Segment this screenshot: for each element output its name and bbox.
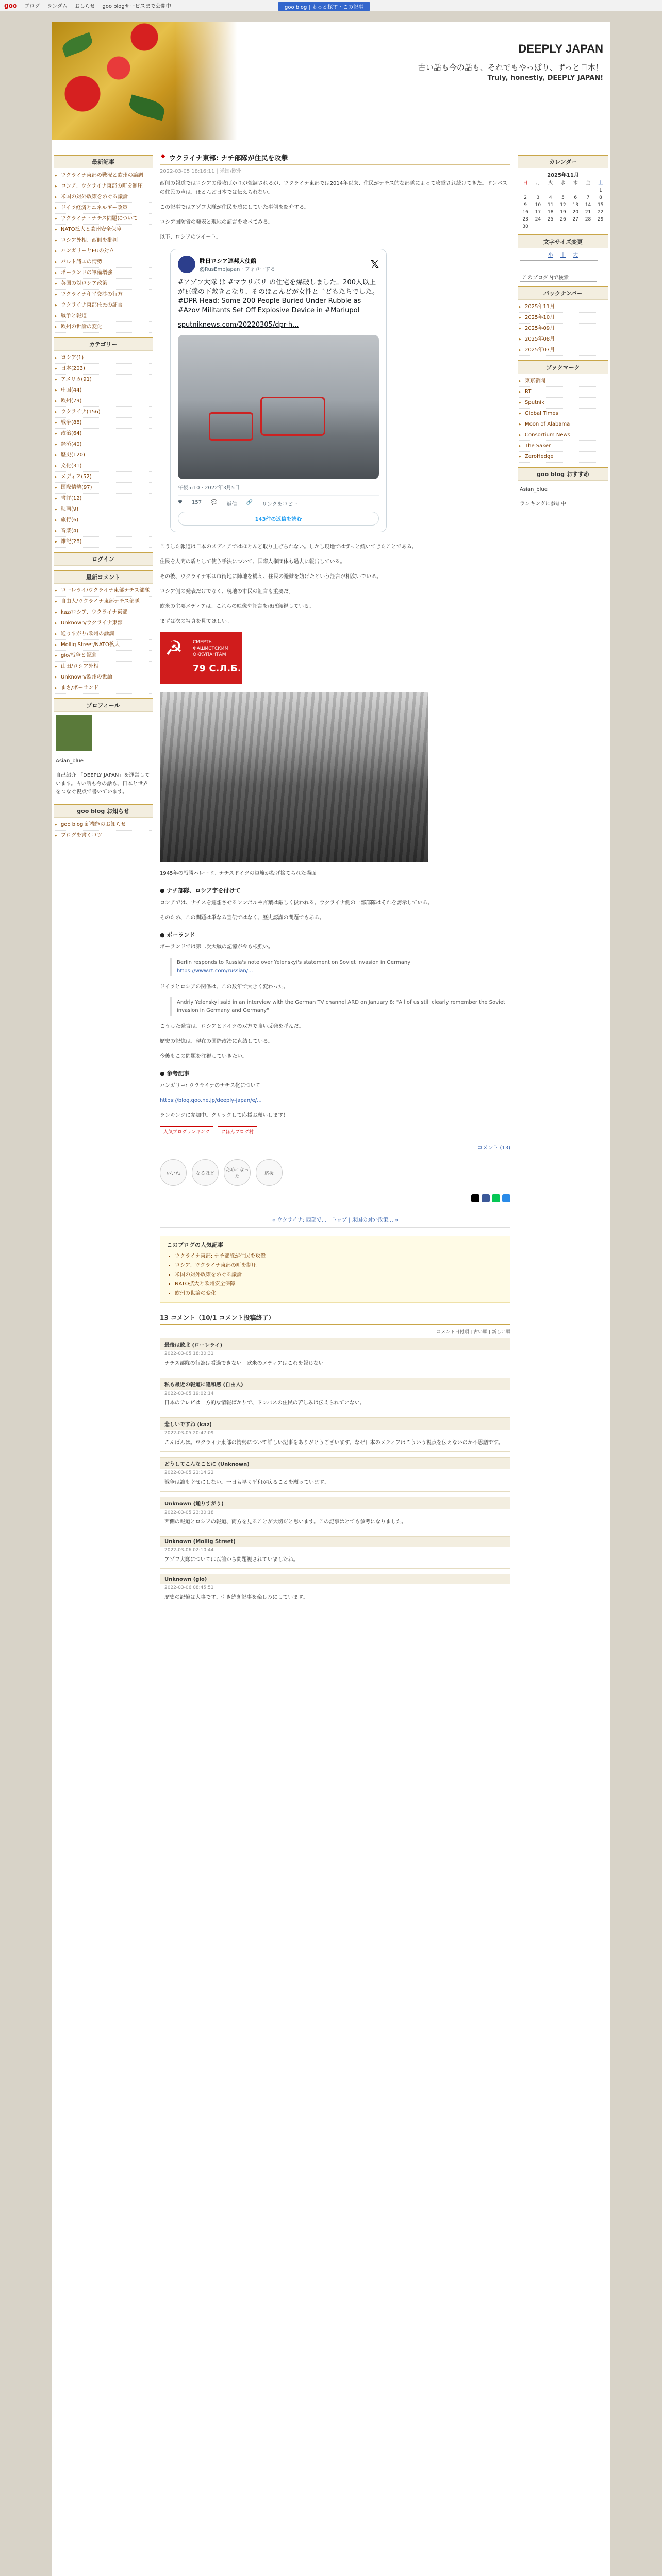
- calendar-day: 25: [547, 217, 554, 222]
- related-item[interactable]: • ロシア、ウクライナ東部の町を制圧: [175, 1261, 504, 1270]
- profile-heading: プロフィール: [54, 698, 153, 712]
- entry-paragraph: ロシア国防省の発表と現地の証言を並べてみる。: [160, 219, 273, 225]
- tweet-photo[interactable]: [178, 335, 379, 479]
- search-scope-select[interactable]: このブログ内で検索: [520, 273, 597, 282]
- profile-text: 自己紹介 「DEEPLY JAPAN」を運営しています。古い話も今の話も、日本と世界をつなぐ視点で書いています。: [56, 773, 150, 795]
- bookmark-item[interactable]: ▸ Global Times: [519, 409, 607, 419]
- bookmark-item[interactable]: ▸ Moon of Alabama: [519, 419, 607, 430]
- entry-paragraph: その後、ウクライナ軍は市街地に陣地を構え、住民の避難を妨げたという証言が相次いでいる。: [160, 574, 382, 580]
- ranking-text: ランキングに参加中。クリックして応援お願いします！: [160, 1113, 289, 1118]
- calendar-day: 8: [599, 195, 602, 200]
- entry-title[interactable]: ◆ ウクライナ東部: ナチ部隊が住民を攻撃: [160, 150, 510, 165]
- comment-title: 私も最近の報道に違和感 (自由人): [160, 1378, 510, 1390]
- category-item[interactable]: ▸ 書評(12): [55, 494, 152, 504]
- comment-count-link[interactable]: コメント (13): [477, 1145, 510, 1151]
- calendar-weekday: 土: [598, 181, 603, 186]
- calendar-day: 5: [561, 195, 565, 200]
- entry-paragraph: こうした報道は日本のメディアではほとんど取り上げられない。しかし現地ではずっと続いてきたことである。: [160, 544, 417, 550]
- recent-entries-list: [52, 171, 155, 333]
- goo-news-heading: goo blog お知らせ: [54, 804, 153, 818]
- tweet-copy-link[interactable]: リンクをコピー: [261, 502, 298, 507]
- topbar-link-news[interactable]: おしらせ: [74, 4, 95, 9]
- category-item[interactable]: ▸ 国際情勢(97): [55, 483, 152, 494]
- entry-paragraph: 住民を人間の盾として使う手法について、国際人権団体も過去に報告している。: [160, 559, 345, 565]
- comment-title: 最後は敗北 (ローレライ): [160, 1338, 510, 1350]
- backnumber-item[interactable]: ▸ 2025年07月: [519, 345, 607, 356]
- calendar-day: [532, 187, 544, 194]
- bookmark-item[interactable]: ▸ Sputnik: [519, 398, 607, 409]
- comments-heading: 13 コメント（10/1 コメント投稿終了）: [160, 1311, 510, 1325]
- wreck-marker: [209, 412, 253, 441]
- right-sidebar: [516, 150, 610, 512]
- tweet-author-name[interactable]: 駐日ロシア連邦大使館: [200, 257, 256, 264]
- tweet-read-replies-button[interactable]: 143件の返信を読む: [178, 512, 379, 526]
- hatena-share-icon[interactable]: [502, 1194, 510, 1202]
- category-item[interactable]: ▸ 日本(203): [55, 364, 152, 375]
- calendar-day: [569, 223, 582, 230]
- calendar-day: 2: [524, 195, 527, 200]
- entry-paragraph: ドイツとロシアの関係は、この数年で大きく変わった。: [160, 984, 289, 990]
- hammer-sickle-icon: ☭: [165, 637, 183, 659]
- bookmark-list: [516, 376, 610, 463]
- latest-comment[interactable]: ▸ 山田/ロシア外相: [55, 662, 152, 672]
- comment-body: ナチス部隊の行為は看過できない。欧米のメディアはこれを報じない。: [164, 1361, 329, 1366]
- comment-date: 2022-03-05 21:14:22: [164, 1470, 214, 1476]
- left-sidebar: [52, 150, 155, 841]
- bookmark-item[interactable]: ▸ ZeroHedge: [519, 452, 607, 463]
- follow-heading: goo blog おすすめ: [518, 467, 608, 481]
- recent-entry[interactable]: ▸ NATO拡大と欧州安全保障: [55, 225, 152, 235]
- poster-number: 79 С.Л.Б.: [193, 663, 241, 674]
- facebook-share-icon[interactable]: [482, 1194, 490, 1202]
- calendar-day: [544, 223, 557, 230]
- like-icon[interactable]: ♥: [178, 500, 183, 505]
- recent-entry[interactable]: ▸ ウクライナ東部住民の証言: [55, 300, 152, 311]
- calendar-day: [557, 187, 569, 194]
- leaf-decoration: [127, 95, 167, 121]
- comment: [160, 1338, 510, 1372]
- bookmark-item[interactable]: ▸ 東京新聞: [519, 376, 607, 387]
- entry-navigation[interactable]: « ウクライナ: 西部で… | トップ | 米国の対外政策… »: [160, 1211, 510, 1228]
- latest-comment[interactable]: ▸ Unknown/ウクライナ東部: [55, 618, 152, 629]
- category-item[interactable]: ▸ メディア(52): [55, 472, 152, 483]
- bookmark-item[interactable]: ▸ Consortium News: [519, 430, 607, 441]
- category-list: [52, 353, 155, 548]
- x-logo-icon[interactable]: 𝕏: [370, 258, 379, 270]
- parade-photo[interactable]: [160, 692, 428, 862]
- reply-icon[interactable]: 💬: [211, 500, 218, 505]
- tweet-likes[interactable]: 157: [191, 500, 202, 505]
- goo-logo[interactable]: goo: [4, 2, 18, 9]
- entry-paragraph: そのため、この問題は単なる宣伝ではなく、歴史認識の問題でもある。: [160, 915, 325, 921]
- calendar-day: 24: [535, 217, 541, 222]
- recent-entry[interactable]: ▸ 英国の対ロシア政策: [55, 279, 152, 290]
- category-item[interactable]: ▸ 中国(44): [55, 385, 152, 396]
- category-item[interactable]: ▸ 経済(40): [55, 439, 152, 450]
- page-wrapper: [52, 22, 610, 2576]
- category-item[interactable]: ▸ 雑記(28): [55, 537, 152, 548]
- calendar-day: [582, 187, 594, 194]
- calendar: [519, 171, 607, 230]
- quote-block: [170, 958, 510, 976]
- quote-link[interactable]: https://www.rt.com/russian/...: [177, 968, 253, 974]
- section-heading: ● ポーランド: [160, 931, 195, 938]
- entry-date: 2022-03-05 18:16:11 | 米国/欧州: [160, 168, 242, 174]
- tweet-link[interactable]: sputniknews.com/20220305/dpr-h...: [178, 321, 299, 329]
- comment: [160, 1417, 510, 1452]
- wreck-marker: [260, 397, 325, 436]
- category-item[interactable]: ▸ 映画(9): [55, 504, 152, 515]
- recent-entry[interactable]: ▸ ウクライナ東部の戦況と欧州の論調: [55, 171, 152, 181]
- category-item[interactable]: ▸ アメリカ(91): [55, 375, 152, 385]
- calendar-day: 14: [585, 202, 591, 208]
- category-item[interactable]: ▸ ロシア(1): [55, 353, 152, 364]
- calendar-weekday: 水: [560, 181, 566, 186]
- reaction-button[interactable]: いいね: [160, 1159, 187, 1186]
- latest-comment[interactable]: ▸ Mollig Street/NATO拡大: [55, 640, 152, 651]
- calendar-day: 22: [598, 210, 604, 215]
- latest-comments-heading: 最新コメント: [54, 570, 153, 584]
- latest-comment[interactable]: ▸ 自由人/ウクライナ東部ナチス部隊: [55, 597, 152, 607]
- related-item[interactable]: • 欧州の世論の変化: [175, 1289, 504, 1298]
- follow-name[interactable]: Asian_blue: [520, 487, 548, 493]
- tweet-actions: [178, 495, 379, 507]
- entry-paragraph: ロシア側の発表だけでなく、現地の市民の証言も重要だ。: [160, 589, 294, 595]
- latest-comments-list: [52, 586, 155, 694]
- quote-block: Andriy Yelenskyi said in an interview with the German TV channel ARD on January 8: "All of us still clearly remember the Soviet invasion in Germany and Germany": [170, 997, 510, 1016]
- goo-news-list: [52, 820, 155, 841]
- calendar-day: 20: [572, 210, 578, 215]
- calendar-day: 4: [549, 195, 552, 200]
- line-share-icon[interactable]: [492, 1194, 500, 1202]
- backnumber-item[interactable]: ▸ 2025年09月: [519, 324, 607, 334]
- quote-text: Berlin responds to Russia's note over Yelenskyi's statement on Soviet invasion in Germany: [177, 960, 411, 965]
- topbar-link-random[interactable]: ランダム: [47, 4, 68, 9]
- top-utility-bar: [0, 0, 662, 11]
- calendar-day: 11: [547, 202, 554, 208]
- latest-comment[interactable]: ▸ Unknown/欧州の世論: [55, 672, 152, 683]
- entry-paragraph: ポーランドでは第二次大戦の記憶が今も根強い。: [160, 944, 273, 950]
- backnumber-list: [516, 302, 610, 356]
- topbar-link-blog[interactable]: ブログ: [24, 4, 40, 9]
- recent-entry[interactable]: ▸ 戦争と報道: [55, 311, 152, 322]
- entry-paragraph: ロシアでは、ナチスを連想させるシンボルや言葉は厳しく扱われる。ウクライナ側の一部部隊はそれを誇示している。: [160, 900, 433, 906]
- font-size-heading: 文字サイズ変更: [518, 234, 608, 248]
- login-heading[interactable]: ログイン: [54, 552, 153, 566]
- calendar-day: 15: [598, 202, 604, 208]
- leaf-decoration: [60, 32, 95, 58]
- category-item[interactable]: ▸ 音楽(4): [55, 526, 152, 537]
- calendar-day: [594, 223, 607, 230]
- comment-date: 2022-03-06 08:45:51: [164, 1585, 214, 1590]
- calendar-day: 26: [560, 217, 566, 222]
- calendar-day: 12: [560, 202, 566, 208]
- topbar-tagline[interactable]: goo blogサービスまで公開中: [102, 4, 171, 9]
- goo-news-item[interactable]: ▸ goo blog 新機能のお知らせ: [55, 820, 152, 831]
- search-input[interactable]: [520, 260, 598, 270]
- calendar-day: 21: [585, 210, 591, 215]
- poster-text: СМЕРТЬ ФАШИСТСКИМ ОККУПАНТАМ: [193, 640, 229, 657]
- reaction-button[interactable]: 応援: [256, 1159, 283, 1186]
- goo-news-item[interactable]: ▸ ブログを書くコツ: [55, 831, 152, 841]
- related-list: [167, 1252, 504, 1298]
- calendar-day: 29: [598, 217, 604, 222]
- tweet-reply[interactable]: 返信: [226, 502, 237, 507]
- calendar-day: 19: [560, 210, 566, 215]
- recent-entries-heading: 最新記事: [54, 155, 153, 168]
- calendar-day: 13: [572, 202, 578, 208]
- x-share-icon[interactable]: [471, 1194, 479, 1202]
- bookmark-heading: ブックマーク: [518, 360, 608, 374]
- related-box: [160, 1236, 510, 1303]
- calendar-day: [582, 223, 594, 230]
- calendar-day: 7: [586, 195, 590, 200]
- category-item[interactable]: ▸ 歴史(120): [55, 450, 152, 461]
- section-heading: ● 参考記事: [160, 1070, 190, 1077]
- calendar-day: [557, 223, 569, 230]
- backnumber-item[interactable]: ▸ 2025年10月: [519, 313, 607, 324]
- comment-body: 日本のテレビは一方的な情報ばかりで、ドンバスの住民の苦しみは伝えられていない。: [164, 1400, 365, 1406]
- entry-paragraph: 以下、ロシアのツイート。: [160, 234, 221, 240]
- comment: [160, 1497, 510, 1531]
- header-art: [52, 22, 237, 140]
- category-item[interactable]: ▸ 旅行(6): [55, 515, 152, 526]
- reference-text: ハンガリー: ウクライナのナチス化について: [160, 1083, 261, 1089]
- calendar-weekday: 日: [523, 181, 528, 186]
- comment: [160, 1378, 510, 1412]
- comment-date: 2022-03-05 19:02:14: [164, 1391, 214, 1396]
- calendar-day: 1: [599, 188, 602, 193]
- calendar-day: 30: [522, 224, 528, 229]
- latest-comment[interactable]: ▸ kaz/ロシア、ウクライナ東部: [55, 607, 152, 618]
- blog-description: 古い話も今の話も、それでもやっぱり、ずっと日本！: [418, 63, 603, 72]
- font-size-large[interactable]: 大: [573, 252, 578, 258]
- calendar-month: 2025年11月: [547, 173, 579, 178]
- font-size-controls: [516, 250, 610, 258]
- comment-body: アゾフ大隊については以前から問題視されていましたね。: [164, 1557, 299, 1563]
- related-item[interactable]: • ウクライナ東部: ナチ部隊が住民を攻撃: [175, 1252, 504, 1261]
- comment-body: 西側の報道とロシアの報道、両方を見ることが大切だと思います。この記事はとても参考になりました。: [164, 1519, 407, 1525]
- category-item[interactable]: ▸ ウクライナ(156): [55, 407, 152, 418]
- recent-entry[interactable]: ▸ 米国の対外政策をめぐる議論: [55, 192, 152, 203]
- section-heading: ● ナチ部隊、ロシア字を付けて: [160, 887, 241, 894]
- tweet-avatar[interactable]: [178, 256, 195, 273]
- recent-entry[interactable]: ▸ ウクライナ和平交渉の行方: [55, 290, 152, 300]
- related-heading: このブログの人気記事: [167, 1242, 223, 1248]
- calendar-day: 28: [585, 217, 591, 222]
- reaction-buttons: [160, 1159, 510, 1186]
- tweet-text: #アゾフ大隊 は #マウリポリ の住宅を爆破しました。200人以上が瓦礫の下敷きとなり、そのほとんどが女性と子どもたちでした。 #DPR Head: Some 200 People Buried Under Rubble as #Azov Militants Set Off Explosive Device in #Mariupol: [178, 279, 379, 314]
- blog-title[interactable]: DEEPLY JAPAN: [518, 42, 603, 55]
- blog-header: [52, 22, 610, 140]
- recent-entry[interactable]: ▸ ウクライナ・ナチス問題について: [55, 214, 152, 225]
- recent-entry[interactable]: ▸ ポーランドの軍備増強: [55, 268, 152, 279]
- recent-entry[interactable]: ▸ 欧州の世論の変化: [55, 322, 152, 333]
- entry-paragraph: 歴史の記憶は、現在の国際政治に直結している。: [160, 1039, 273, 1044]
- calendar-weekday: 月: [535, 181, 540, 186]
- comment-date: 2022-03-05 18:30:31: [164, 1351, 214, 1357]
- comment-date: 2022-03-06 02:10:44: [164, 1548, 214, 1553]
- category-item[interactable]: ▸ 文化(31): [55, 461, 152, 472]
- ranking-badge[interactable]: 人気ブログランキング: [160, 1126, 213, 1137]
- topbar-pill[interactable]: goo blog | もっと探す・この記事: [278, 2, 370, 11]
- comment: [160, 1574, 510, 1606]
- calendar-day: 10: [535, 202, 541, 208]
- reference-link[interactable]: https://blog.goo.ne.jp/deeply-japan/e/...: [160, 1098, 262, 1104]
- calendar-day: 6: [574, 195, 577, 200]
- bookmark-item[interactable]: ▸ RT: [519, 387, 607, 398]
- tweet-author-handle[interactable]: @RusEmbJapan · フォローする: [200, 266, 275, 273]
- calendar-weekday: 金: [586, 181, 591, 186]
- entry-paragraph: この記事ではアゾフ大隊が住民を盾にしていた事例を紹介する。: [160, 205, 309, 210]
- comment-date: 2022-03-05 23:30:18: [164, 1510, 214, 1515]
- ranking-badges: [160, 1126, 510, 1137]
- comment-body: こんばんは。ウクライナ東部の情勢について詳しい記事をありがとうございます。なぜ日本のメディアはこういう視点を伝えないのか不思議です。: [164, 1440, 504, 1446]
- comment-title: Unknown (通りすがり): [160, 1497, 510, 1509]
- entry-paragraph: 欧米の主要メディアは、これらの映像や証言をほぼ無視している。: [160, 604, 315, 609]
- latest-comment[interactable]: ▸ 通りすがり/欧州の論調: [55, 629, 152, 640]
- category-item[interactable]: ▸ 政治(64): [55, 429, 152, 439]
- calendar-day: [569, 187, 582, 194]
- main-content: [160, 150, 510, 1612]
- backnumber-item[interactable]: ▸ 2025年08月: [519, 334, 607, 345]
- profile-avatar[interactable]: [56, 715, 92, 751]
- calendar-day: [519, 187, 532, 194]
- tweet-meta[interactable]: 午後5:10 · 2022年3月5日: [178, 485, 240, 491]
- entry-paragraph: まずは次の写真を見てほしい。: [160, 619, 232, 624]
- recent-entry[interactable]: ▸ ロシア外相、西側を批判: [55, 235, 152, 246]
- recent-entry[interactable]: ▸ ロシア、ウクライナ東部の町を制圧: [55, 181, 152, 192]
- calendar-day: 27: [572, 217, 578, 222]
- calendar-day: 16: [522, 210, 528, 215]
- ranking-badge[interactable]: にほんブログ村: [218, 1126, 257, 1137]
- calendar-weekday: 木: [573, 181, 578, 186]
- comments-sort[interactable]: コメント日付順 | 古い順 | 新しい順: [436, 1330, 510, 1335]
- related-item[interactable]: • 米国の対外政策をめぐる議論: [175, 1270, 504, 1280]
- calendar-day: 17: [535, 210, 541, 215]
- backnumber-heading: バックナンバー: [518, 286, 608, 300]
- calendar-weekday: 火: [548, 181, 553, 186]
- latest-comment[interactable]: ▸ まさ/ポーランド: [55, 683, 152, 694]
- recent-entry[interactable]: ▸ ハンガリーとEUの対立: [55, 246, 152, 257]
- calendar-day: 9: [524, 202, 527, 208]
- photo-caption: 1945年の戦勝パレード。ナチスドイツの軍旗が投げ捨てられた場面。: [160, 871, 322, 876]
- blog-subdescription: Truly, honestly, DEEPLY JAPAN!: [487, 74, 603, 82]
- calendar-day: [532, 223, 544, 230]
- comment-title: Unknown (gio): [160, 1574, 510, 1584]
- entry-paragraph: 今後もこの問題を注視していきたい。: [160, 1054, 247, 1059]
- comment: [160, 1457, 510, 1492]
- category-heading: カテゴリー: [54, 337, 153, 351]
- calendar-day: 18: [547, 210, 554, 215]
- calendar-day: 23: [522, 217, 528, 222]
- follow-text: ランキングに参加中: [520, 501, 566, 507]
- font-size-small[interactable]: 小: [548, 252, 553, 258]
- font-size-medium[interactable]: 中: [560, 252, 566, 258]
- category-item[interactable]: ▸ 欧州(79): [55, 396, 152, 407]
- bookmark-item[interactable]: ▸ The Saker: [519, 441, 607, 452]
- reaction-button[interactable]: ためになった: [224, 1159, 251, 1186]
- latest-comment[interactable]: ▸ gio/戦争と報道: [55, 651, 152, 662]
- latest-comment[interactable]: ▸ ローレライ/ウクライナ東部ナチス部隊: [55, 586, 152, 597]
- calendar-day: [544, 187, 557, 194]
- link-icon[interactable]: 🔗: [246, 500, 253, 505]
- calendar-day: 3: [536, 195, 540, 200]
- entry-paragraph: 西側の報道ではロシアの侵攻ばかりが強調されるが、ウクライナ東部では2014年以来、住民がナチス的な部隊によって攻撃され続けてきた。ドンバスの住民の声は、ほとんど日本では伝えられない。: [160, 181, 508, 195]
- backnumber-item[interactable]: ▸ 2025年11月: [519, 302, 607, 313]
- recent-entry[interactable]: ▸ ドイツ経済とエネルギー政策: [55, 203, 152, 214]
- reaction-button[interactable]: なるほど: [192, 1159, 219, 1186]
- comment-body: 歴史の記憶は大事です。引き続き記事を楽しみにしています。: [164, 1595, 308, 1600]
- recent-entry[interactable]: ▸ バルト諸国の情勢: [55, 257, 152, 268]
- share-buttons: [160, 1194, 510, 1202]
- calendar-heading: カレンダー: [518, 155, 608, 168]
- category-item[interactable]: ▸ 戦争(88): [55, 418, 152, 429]
- comment-title: どうしてこんなことに (Unknown): [160, 1458, 510, 1469]
- calendar-table: [519, 178, 607, 230]
- profile-name[interactable]: Asian_blue: [56, 758, 84, 764]
- comment-body: 戦争は誰も幸せにしない。一日も早く平和が戻ることを願っています。: [164, 1480, 329, 1485]
- comment-title: Unknown (Mollig Street): [160, 1537, 510, 1547]
- embedded-tweet[interactable]: [170, 249, 387, 532]
- related-item[interactable]: • NATO拡大と欧州安全保障: [175, 1280, 504, 1289]
- soviet-poster-image[interactable]: [160, 632, 242, 684]
- comment-date: 2022-03-05 20:47:09: [164, 1431, 214, 1436]
- comment: [160, 1536, 510, 1569]
- entry-paragraph: こうした発言は、ロシアとドイツの双方で強い反発を呼んだ。: [160, 1024, 304, 1029]
- comment-title: 悲しいですね (kaz): [160, 1418, 510, 1430]
